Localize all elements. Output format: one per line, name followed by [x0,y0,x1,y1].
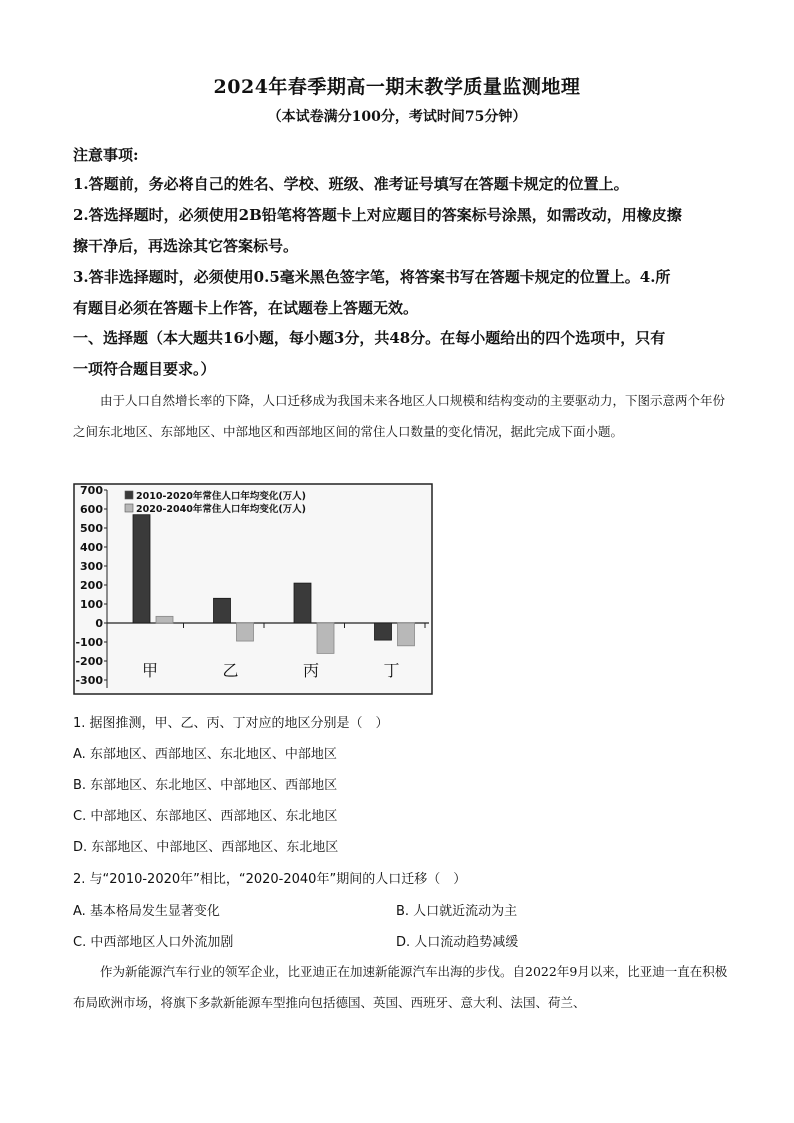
chart-frame [74,484,432,694]
y-tick-label: 300 [80,560,103,573]
notice-item-2-line-1: 2.答选择题时，必须使用2B铅笔将答题卡上对应题目的答案标号涂黑，如需改动，用橡皮擦 [73,206,682,224]
chart-svg [73,483,433,695]
population-change-chart [73,483,433,695]
y-tick-label: 700 [80,484,103,497]
passage-2: 作为新能源汽车行业的领军企业，比亚迪正在加速新能源汽车出海的步伐。自2022年9月以来，比亚迪一直在积极布局欧洲市场，将旗下多款新能源车型推向包括德国、英国、西班牙、意大利、法国、荷兰、 [73,964,728,1010]
y-tick-label: 400 [80,541,103,554]
notice-item-3-line-2: 有题目必须在答题卡上作答，在试题卷上答题无效。 [73,299,419,317]
section-heading-line-1: 一、选择题（本大题共16小题，每小题3分，共48分。在每小题给出的四个选项中，只有 [73,329,666,347]
q2-option-d: D. 人口流动趋势减缓 [396,935,519,950]
y-tick-label: -200 [75,655,103,668]
x-category-label: 丙 [302,661,320,680]
y-tick-label: 600 [80,503,103,516]
q2-option-b: B. 人口就近流动为主 [396,904,518,919]
bar-series1-1 [214,598,231,623]
q1-stem: 1. 据图推测，甲、乙、丙、丁对应的地区分别是（ ） [73,716,389,731]
bar-series2-2 [317,623,334,653]
page-subtitle: （本试卷满分100分，考试时间75分钟） [267,109,527,125]
q2-option-a: A. 基本格局发生显著变化 [73,904,220,919]
q2-stem: 2. 与“2010-2020年”相比，“2020-2040年”期间的人口迁移（ ） [73,872,467,887]
y-tick-label: 500 [80,522,103,535]
section-heading-line-2: 一项符合题目要求。） [73,360,216,378]
legend-swatch [125,504,133,512]
q1-option-d: D. 东部地区、中部地区、西部地区、东北地区 [73,840,339,855]
bar-series1-2 [294,583,311,623]
q1-option-a: A. 东部地区、西部地区、东北地区、中部地区 [73,747,337,762]
x-category-label: 乙 [222,661,239,680]
legend-label: 2010-2020年常住人口年均变化(万人) [136,491,307,502]
legend-label: 2020-2040年常住人口年均变化(万人) [136,504,307,515]
bar-series1-3 [375,623,392,640]
bar-series2-1 [237,623,254,641]
y-tick-label: -100 [75,636,103,649]
bar-series2-0 [156,616,173,623]
bar-series1-0 [133,515,150,623]
notice-heading: 注意事项: [73,146,139,164]
x-category-label: 丁 [383,661,400,680]
notice-item-2-line-2: 擦干净后，再选涂其它答案标号。 [73,237,299,255]
y-tick-label: 100 [80,598,103,611]
x-category-label: 甲 [141,661,159,680]
y-tick-label: -300 [75,674,103,687]
page-title: 2024年春季期高一期末教学质量监测地理 [213,76,581,98]
q1-option-b: B. 东部地区、东北地区、中部地区、西部地区 [73,778,338,793]
bar-series2-3 [398,623,415,646]
legend-swatch [125,491,133,499]
y-tick-label: 200 [80,579,103,592]
q1-option-c: C. 中部地区、东部地区、西部地区、东北地区 [73,809,338,824]
q2-option-c: C. 中西部地区人口外流加剧 [73,935,234,950]
y-tick-label: 0 [95,617,103,630]
notice-item-1: 1.答题前，务必将自己的姓名、学校、班级、准考证号填写在答题卡规定的位置上。 [73,175,629,193]
passage-1: 由于人口自然增长率的下降，人口迁移成为我国未来各地区人口规模和结构变动的主要驱动力，下图示意两个年份之间东北地区、东部地区、中部地区和西部地区间的常住人口数量的变化情况，据此完成下面小题。 [73,393,726,439]
notice-item-3-line-1: 3.答非选择题时，必须使用0.5毫米黑色签字笔，将答案书写在答题卡规定的位置上。4.所 [73,268,671,286]
